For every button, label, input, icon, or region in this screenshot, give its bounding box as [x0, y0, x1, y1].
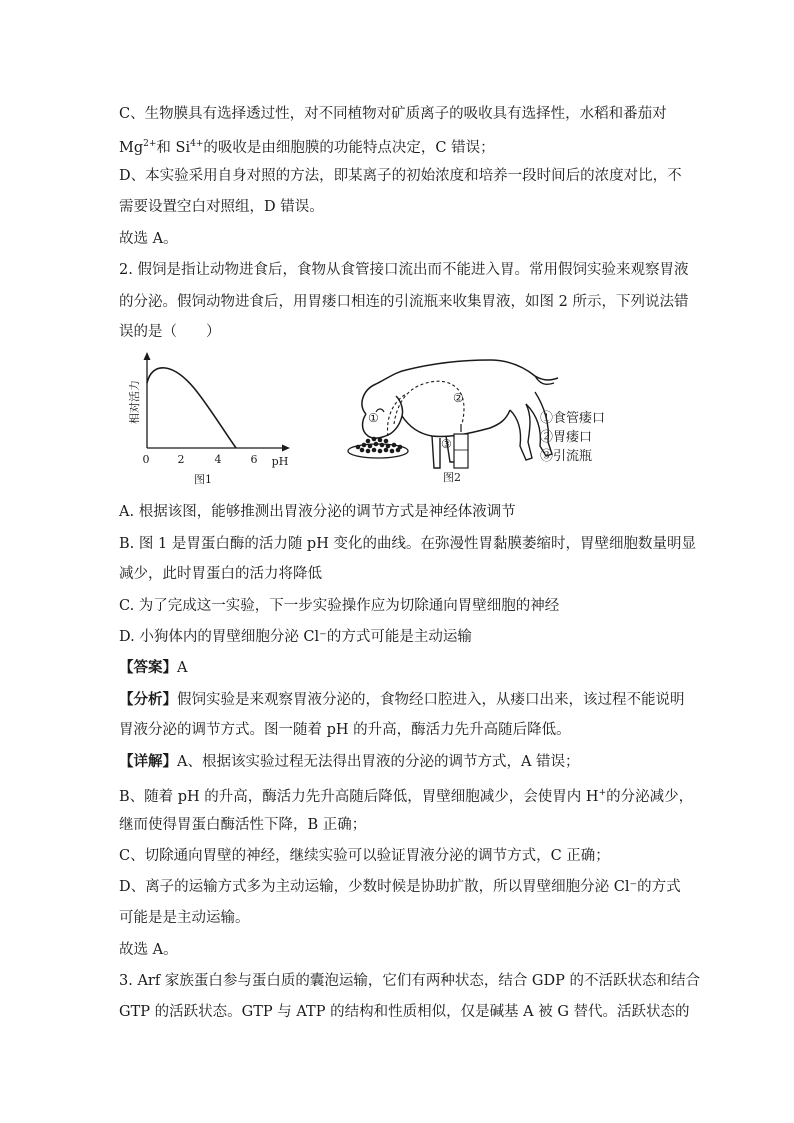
q3-stem-line2: GTP 的活跃状态。GTP 与 ATP 的结构和性质相似，仅是碱基 A 被 G 替代。活跃状态的: [119, 1004, 690, 1020]
esophagus-dashed-line-2: [388, 394, 406, 436]
q2-detail-d-line2: 可能是是主动运输。: [119, 910, 250, 926]
q2-stem-line1: 2. 假饲是指让动物进食后，食物从食管接口流出而不能进入胃。常用假饲实验来观察胃液: [119, 262, 689, 278]
figure1-activity-ph-graph: [122, 350, 297, 488]
q2-analysis-line1: 【分析】假饲实验是来观察胃液分泌的，食物经口腔进入，从瘘口出来，该过程不能说明: [119, 691, 685, 708]
marker-esophageal-fistula: ①: [368, 411, 379, 425]
q2-stem-line3: 误的是（ ）: [119, 324, 221, 340]
figure2-caption: 图2: [443, 471, 461, 484]
prev-analysis-c-line1: C、生物膜具有选择透过性，对不同植物对矿质离子的吸收具有选择性，水稻和番茄对: [119, 106, 667, 122]
dog-belly-outline: [402, 410, 510, 437]
q2-detail-b-line1: B、随着 pH 的升高，酶活力先升高随后降低，胃壁细胞减少，会使胃内 H+的分泌减少，: [119, 788, 694, 805]
dog-front-leg-1: [432, 436, 440, 468]
figure1-x-arrow: [282, 445, 290, 452]
prev-analysis-d-line1: D、本实验采用自身对照的方法，即某离子的初始浓度和培养一段时间后的浓度对比，不: [119, 168, 682, 184]
q2-option-d: D. 小狗体内的胃壁细胞分泌 Cl⁻的方式可能是主动运输: [119, 629, 472, 645]
dog-hind-leg-1: [510, 404, 532, 460]
q2-answer: 【答案】A: [119, 659, 188, 676]
figure2-legend-1: ①食管瘘口: [540, 411, 606, 426]
figure1-activity-curve: [147, 368, 236, 448]
q2-detail-a: 【详解】A、根据该实验过程无法得出胃液的分泌的调节方式，A 错误；: [119, 753, 580, 770]
figure2-dog-illustration: [340, 350, 625, 488]
q2-detail-d-line1: D、离子的运输方式多为主动运输，少数时候是协助扩散，所以胃壁细胞分泌 Cl⁻的方式: [119, 879, 681, 895]
figure2-legend-2: ②胃瘘口: [540, 430, 593, 445]
figure2-legend-3: ③引流瓶: [540, 449, 593, 464]
figure1-y-arrow: [144, 352, 151, 360]
q2-conclusion: 故选 A。: [119, 942, 178, 958]
q2-option-c: C. 为了完成这一实验，下一步实验操作应为切除通向胃壁细胞的神经: [119, 598, 560, 614]
prev-conclusion: 故选 A。: [119, 231, 178, 247]
q2-detail-b-line2: 继而使得胃蛋白酶活性下降，B 正确；: [119, 817, 367, 833]
q2-option-b-line2: 减少，此时胃蛋白的活力将降低: [119, 566, 322, 582]
q2-option-b-line1: B. 图 1 是胃蛋白酶的活力随 pH 变化的曲线。在弥漫性胃黏膜萎缩时，胃壁细胞数量明显: [119, 536, 696, 552]
q2-stem-line2: 的分泌。假饲动物进食后，用胃瘘口相连的引流瓶来收集胃液，如图 2 所示，下列说法错: [119, 294, 689, 310]
prev-analysis-c-line2: $Mg^{2+}$和 $Si^{4+}$的吸收是由细胞膜的功能特点决定，C 错误；: [119, 139, 495, 156]
figure1-xlabel: pH: [271, 455, 289, 468]
marker-drainage-bottle: ③: [441, 437, 452, 451]
q3-stem-line1: 3. Arf 家族蛋白参与蛋白质的囊泡运输，它们有两种状态，结合 GDP 的不活跃状态和结合: [119, 973, 701, 989]
figure1-ylabel: 相对活力: [128, 380, 141, 424]
drainage-bottle: [454, 434, 468, 468]
figure1-caption: 图1: [194, 473, 212, 486]
figure1-tick-0: 0: [142, 453, 150, 466]
figure1-tick-6: 6: [250, 453, 258, 466]
q2-option-a: A. 根据该图，能够推测出胃液分泌的调节方式是神经体液调节: [119, 504, 516, 520]
prev-analysis-d-line2: 需要设置空白对照组，D 错误。: [119, 199, 324, 215]
marker-gastric-fistula: ②: [453, 391, 464, 405]
figure1-tick-4: 4: [214, 453, 222, 466]
figure1-tick-2: 2: [177, 453, 185, 466]
q2-detail-c: C、切除通向胃壁的神经，继续实验可以验证胃液分泌的调节方式，C 正确；: [119, 848, 610, 864]
q2-analysis-line2: 胃液分泌的调节方式。图一随着 pH 的升高，酶活力先升高随后降低。: [119, 722, 571, 738]
